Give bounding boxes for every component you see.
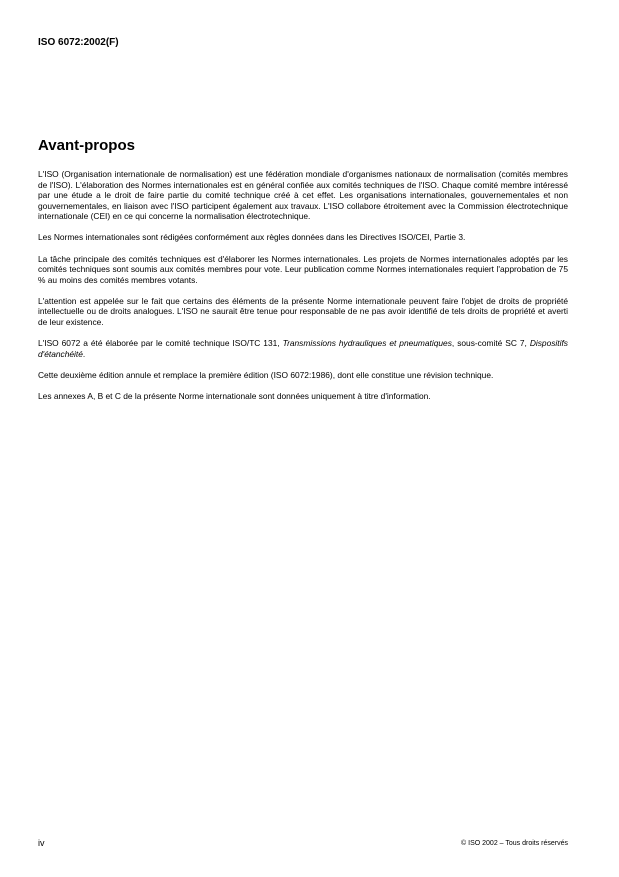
paragraph-directives: Les Normes internationales sont rédigées conformément aux règles données dans les Directives ISO/CEI, Partie 3.: [38, 232, 466, 243]
page-number: iv: [38, 838, 45, 848]
foreword-body: [38, 169, 568, 412]
paragraph-iso-organisation: L'ISO (Organisation internationale de normalisation) est une fédération mondiale d'organismes nationaux de normalisation (comités membres de l'ISO). L'élaboration des Normes internationales est en général confiée aux comités techniques de l'ISO. Chaque comité membre intéressé par une étude a le droit de faire partie du comité technique créé à cet effet. Les organisations internationales, gouvernementales et non gouvernementales, en liaison avec l'ISO participent également aux travaux. L'ISO collabore étroitement avec la Commission électrotechnique internationale (CEI) en ce qui concerne la normalisation électrotechnique.: [38, 169, 568, 222]
page-title: Avant-propos: [38, 137, 135, 154]
copyright-notice: © ISO 2002 – Tous droits réservés: [461, 840, 568, 847]
paragraph-annexes: Les annexes A, B et C de la présente Norme internationale sont données uniquement à titre d'information.: [38, 390, 431, 401]
paragraph-edition: Cette deuxième édition annule et remplace la première édition (ISO 6072:1986), dont elle constitue une révision technique.: [38, 369, 494, 380]
document-id: ISO 6072:2002(F): [38, 37, 119, 48]
paragraph-preparation: [38, 338, 568, 359]
preparation-middle: , sous-comité SC 7,: [451, 338, 530, 349]
committee-title: Transmissions hydrauliques et pneumatiques: [282, 338, 452, 349]
preparation-prefix: L'ISO 6072 a été élaborée par le comité technique ISO/TC 131,: [38, 338, 283, 349]
paragraph-patent-rights: L'attention est appelée sur le fait que certains des éléments de la présente Norme internationale peuvent faire l'objet de droits de propriété intellectuelle ou de droits analogues. L'ISO ne saurait être tenue pour responsable de ne pas avoir identifié de tels droits de propriété et averti de leur existence.: [38, 295, 568, 328]
subcommittee-title: Dispositifs d'étanchéité: [38, 338, 568, 359]
paragraph-technical-committees: La tâche principale des comités techniques est d'élaborer les Normes internationales. Les projets de Normes internationales adoptés par les comités techniques sont soumis aux comités membres pour vote. Leur publication comme Normes internationales requiert l'approbation de 75 % au moins des comités membres votants.: [38, 253, 568, 285]
preparation-suffix: .: [82, 348, 86, 359]
